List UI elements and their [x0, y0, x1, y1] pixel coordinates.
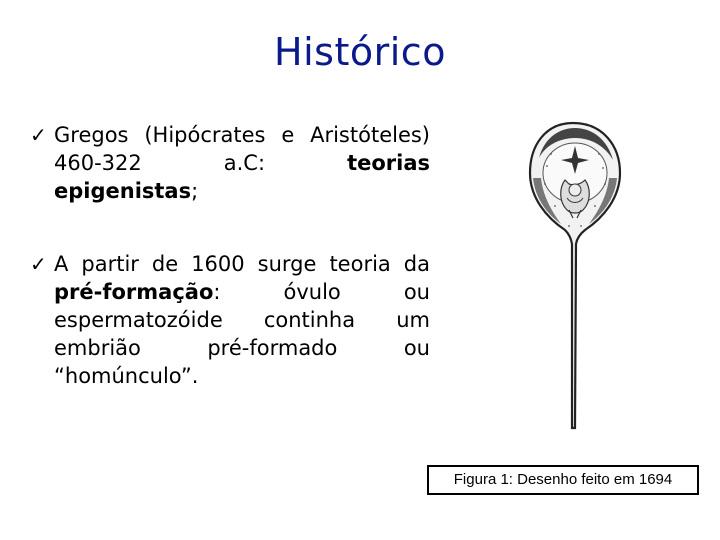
bullet-text-part2: ;	[191, 179, 199, 203]
checkmark-icon: ✓	[30, 123, 47, 147]
homunculus-drawing-icon	[525, 118, 625, 430]
bullet-text-part2: : óvulo ou espermatozóide continha um embrião pré-formado ou “homúnculo”.	[54, 280, 430, 388]
bullet-text	[54, 121, 430, 205]
slide-title: Histórico	[274, 30, 446, 74]
bullet-text	[54, 250, 430, 390]
bullet-text-part1: A partir de 1600 surge teoria da	[54, 252, 430, 276]
bullet-text-bold: pré-formação	[54, 280, 214, 304]
bullet-epigenesis	[30, 121, 430, 205]
bullet-text-part1: Gregos (Hipócrates e Aristóteles) 460-322 a.C:	[54, 123, 430, 175]
checkmark-icon: ✓	[30, 252, 47, 276]
bullet-text-bold: teorias epigenistas	[54, 151, 430, 203]
figure-caption: Figura 1: Desenho feito em 1694	[427, 465, 699, 495]
bullet-preformation	[30, 250, 430, 390]
